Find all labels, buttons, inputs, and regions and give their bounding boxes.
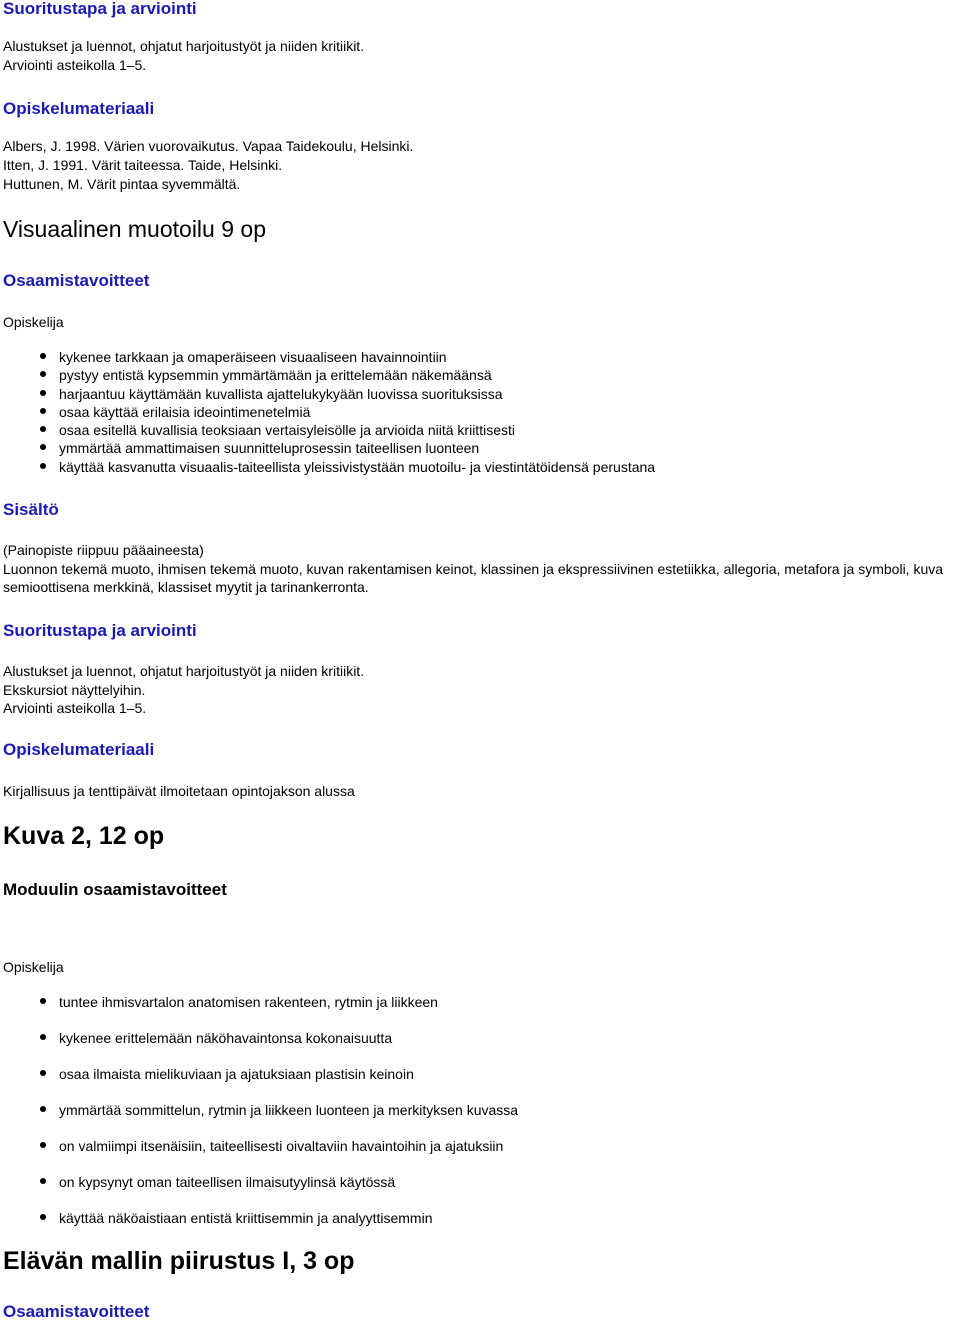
course-title-visual-design: Visuaalinen muotoilu 9 op — [3, 216, 266, 242]
list-item: osaa käyttää erilaisia ideointimenetelmiä — [0, 403, 655, 421]
method-line-2: Arviointi asteikolla 1–5. — [3, 57, 147, 73]
section-heading-method: Suoritustapa ja arviointi — [3, 0, 197, 18]
list-item: käyttää näköaistiaan entistä kriittisemmin ja analyyttisemmin — [0, 1209, 518, 1227]
method-line-1: Alustukset ja luennot, ohjatut harjoitustyöt ja niiden kritiikit. — [3, 38, 365, 54]
course-title-kuva-2: Kuva 2, 12 op — [3, 822, 165, 850]
course-title-life-drawing: Elävän mallin piirustus I, 3 op — [3, 1247, 355, 1275]
goals-list — [0, 348, 655, 476]
list-item: osaa esitellä kuvallisia teoksiaan vertaisyleisölle ja arvioida niitä kriittisesti — [0, 421, 655, 439]
list-item: kykenee tarkkaan ja omaperäiseen visuaaliseen havainnointiin — [0, 348, 655, 366]
content-heading: Sisältö — [3, 500, 59, 519]
content-text: Luonnon tekemä muoto, ihmisen tekemä muoto, kuvan rakentamisen keinot, klassinen ja ekspressiivinen estetiikka, allegoria, metafora ja symboli, kuva semioottisena merkkinä, klassiset myytit ja tarinankerronta. — [3, 561, 944, 595]
list-item: käyttää kasvanutta visuaalis-taiteellista yleissivistystään muotoilu- ja viestintätöidensä perustana — [0, 458, 655, 476]
material-line-3: Huttunen, M. Värit pintaa syvemmältä. — [3, 176, 241, 192]
goals-heading: Osaamistavoitteet — [3, 1302, 150, 1321]
content-note: (Painopiste riippuu pääaineesta) — [3, 542, 204, 558]
list-item: tuntee ihmisvartalon anatomisen rakenteen, rytmin ja liikkeen — [0, 993, 518, 1011]
student-label: Opiskelija — [3, 959, 64, 975]
method-line-3: Arviointi asteikolla 1–5. — [3, 700, 147, 716]
material-text: Kirjallisuus ja tenttipäivät ilmoitetaan opintojakson alussa — [3, 783, 355, 799]
material-heading: Opiskelumateriaali — [3, 740, 155, 759]
list-item: pystyy entistä kypsemmin ymmärtämään ja erittelemään näkemäänsä — [0, 366, 655, 384]
method-line-2: Ekskursiot näyttelyihin. — [3, 682, 146, 698]
module-goals-list — [0, 993, 518, 1245]
method-line-1: Alustukset ja luennot, ohjatut harjoitustyöt ja niiden kritiikit. — [3, 663, 365, 679]
student-label: Opiskelija — [3, 314, 64, 330]
list-item: on valmiimpi itsenäisiin, taiteellisesti oivaltaviin havaintoihin ja ajatuksiin — [0, 1137, 518, 1155]
material-line-1: Albers, J. 1998. Värien vuorovaikutus. Vapaa Taidekoulu, Helsinki. — [3, 138, 414, 154]
goals-heading: Osaamistavoitteet — [3, 271, 150, 290]
list-item: ymmärtää sommittelun, rytmin ja liikkeen luonteen ja merkityksen kuvassa — [0, 1101, 518, 1119]
list-item: kykenee erittelemään näköhavaintonsa kokonaisuutta — [0, 1029, 518, 1047]
list-item: ymmärtää ammattimaisen suunnitteluprosessin taiteellisen luonteen — [0, 439, 655, 457]
list-item: on kypsynyt oman taiteellisen ilmaisutyylinsä käytössä — [0, 1173, 518, 1191]
list-item: harjaantuu käyttämään kuvallista ajattelukykyään luovissa suorituksissa — [0, 385, 655, 403]
material-line-2: Itten, J. 1991. Värit taiteessa. Taide, Helsinki. — [3, 157, 283, 173]
method-heading: Suoritustapa ja arviointi — [3, 621, 197, 640]
section-heading-material: Opiskelumateriaali — [3, 99, 155, 118]
module-goals-heading: Moduulin osaamistavoitteet — [3, 880, 227, 899]
list-item: osaa ilmaista mielikuviaan ja ajatuksiaan plastisin keinoin — [0, 1065, 518, 1083]
